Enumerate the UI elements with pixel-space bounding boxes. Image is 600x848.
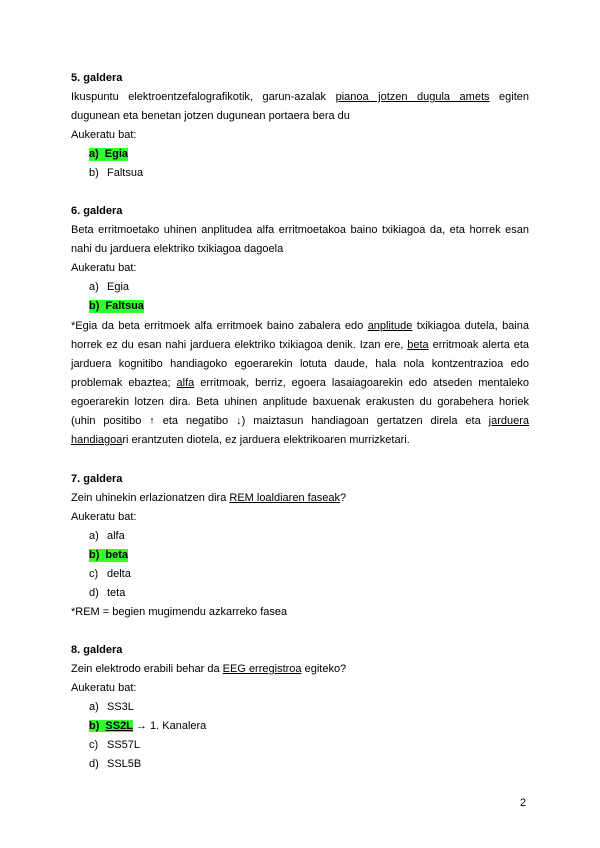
question-6-explanation-line-6: (uhin positibo ↑ eta negatibo ↓) maiztasun handiagoan gertatzen direla eta jarduera: [71, 415, 529, 427]
question-7-text: Zein uhinekin erlazionatzen dira REM loaldiaren faseak?: [71, 492, 347, 504]
question-7-note: *REM = begien mugimendu azkarreko fasea: [71, 606, 288, 618]
question-7-heading: 7. galdera: [71, 473, 123, 485]
question-5-underlined-phrase: pianoa jotzen dugula amets: [335, 91, 490, 103]
question-5-prompt: Aukeratu bat:: [71, 129, 137, 141]
question-7-option-c: c) delta: [89, 568, 131, 580]
question-6-option-a: a) Egia: [89, 281, 130, 293]
question-6-text-line-1: Beta erritmoetako uhinen anplitudea alfa erritmoetakoa baino txikiagoa da, eta horrek esan: [71, 224, 529, 236]
question-6-option-b-correct: b) Faltsua: [89, 300, 144, 312]
question-5-heading: 5. galdera: [71, 72, 123, 84]
question-7-option-a: a) alfa: [89, 530, 125, 542]
question-7-option-d: d) teta: [89, 587, 126, 599]
question-8-option-d: d) SSL5B: [89, 758, 142, 770]
question-7-option-b-correct: b) beta: [89, 549, 129, 561]
question-8-prompt: Aukeratu bat:: [71, 682, 137, 694]
question-5-text-line-1: Ikuspuntu elektroentzefalografikotik, garun-azalak pianoa jotzen dugula amets egiten: [71, 91, 529, 103]
question-5-option-a-correct: a) Egia: [89, 148, 129, 160]
question-6-explanation-line-2: horrek ez du esan nahi jarduera elektriko txikiagoa denik. Izan ere, beta erritmoak alerta eta: [71, 339, 529, 351]
question-6-explanation-line-3: jarduera kognitibo handiagoko egoerarekin lotuta daude, hala nola kontzentrazioa edo: [71, 358, 529, 370]
question-8-option-a: a) SS3L: [89, 701, 134, 713]
question-6-explanation-line-4: problemak ebaztea; alfa erritmoak, berriz, egoera lasaiagoarekin edo atseden mentaleko: [71, 377, 529, 389]
question-6-prompt: Aukeratu bat:: [71, 262, 137, 274]
question-8-option-b-correct: b) SS2L → 1. Kanalera: [89, 720, 207, 732]
question-8-option-b-note: → 1. Kanalera: [132, 720, 207, 732]
question-5-option-b: b) Faltsua: [89, 167, 144, 179]
question-6-text-line-2: nahi du jarduera elektriko txikiagoa dagoela: [71, 243, 284, 255]
question-7-prompt: Aukeratu bat:: [71, 511, 137, 523]
question-8-heading: 8. galdera: [71, 644, 123, 656]
question-6-heading: 6. galdera: [71, 205, 123, 217]
question-8-text: Zein elektrodo erabili behar da EEG erregistroa egiteko?: [71, 663, 347, 675]
question-6-explanation-line-1: *Egia da beta erritmoek alfa erritmoek baino zabalera edo anplitude txikiagoa dutela, baina: [71, 320, 529, 332]
question-6-explanation-line-5: egoerarekin lotzen dira. Beta uhinen anplitude baxuenak erakusten du gorabehera horiek: [71, 396, 529, 408]
question-6-explanation-line-7: handiagoari erantzuten diotela, ez jarduera elektrikoaren murrizketari.: [71, 434, 410, 446]
page-number: 2: [520, 797, 527, 809]
question-5-text-line-2: dugunean eta benetan jotzen dugunean portaera bera du: [71, 110, 350, 122]
question-8-option-c: c) SS57L: [89, 739, 141, 751]
